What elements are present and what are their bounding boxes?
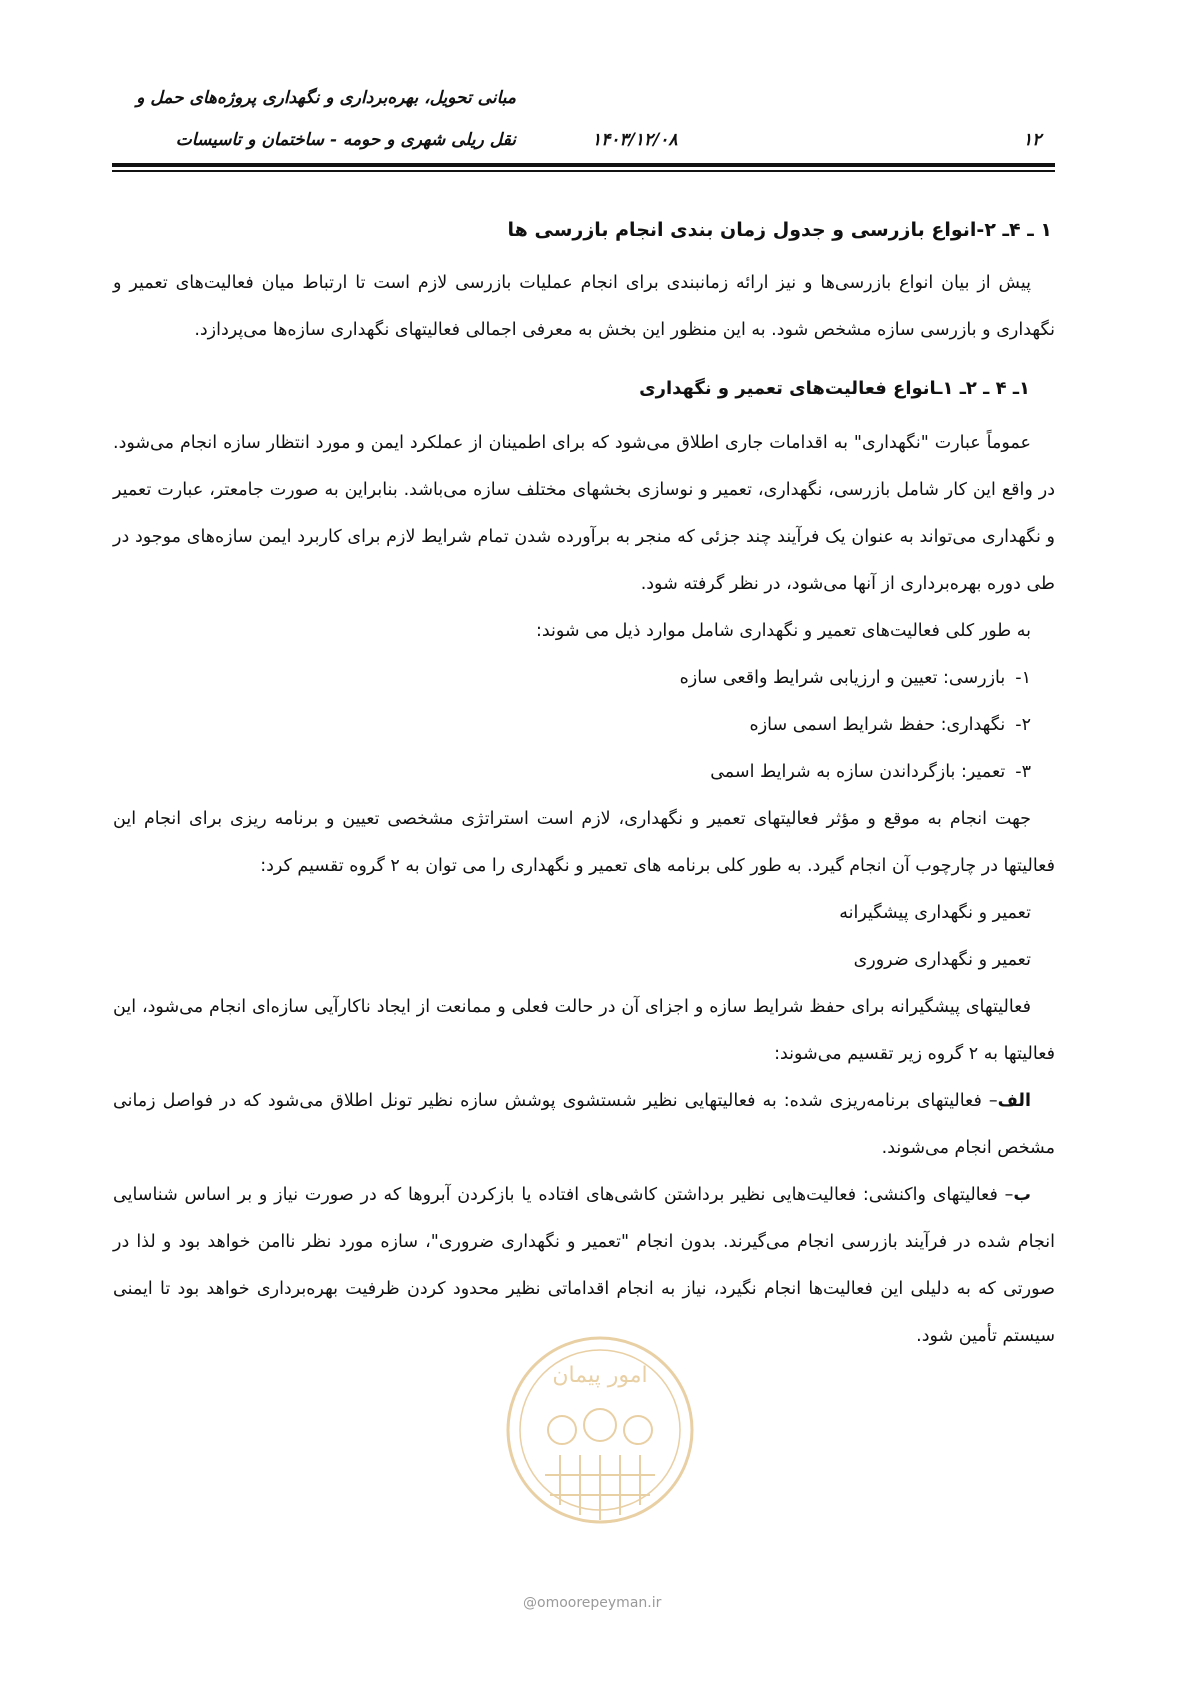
list-item: [113, 655, 1055, 702]
section-heading: ۱ ـ ۴ـ ۲-انواع بازرسی و جدول زمان بندی انجام بازرسی ها: [507, 219, 1052, 241]
header-rule-thin: [112, 170, 1055, 172]
list-item-number: ۱-: [1015, 668, 1031, 688]
header-date: ۱۴۰۳/۱۲/۰۸: [592, 130, 678, 150]
list-item-number: ۳-: [1015, 762, 1031, 782]
watermark-logo-text: امور پیمان: [552, 1363, 648, 1388]
alef-lead: الف: [997, 1091, 1031, 1111]
paragraph-planned-activities: [113, 1078, 1055, 1172]
list-item: [113, 702, 1055, 749]
watermark-logo: [500, 1330, 700, 1550]
list-item-text: نگهداری: حفظ شرایط اسمی سازه: [749, 715, 1006, 735]
header-title-line2: نقل ریلی شهری و حومه - ساختمان و تاسیسات: [175, 130, 516, 150]
list-item-text: بازرسی: تعیین و ارزیابی شرایط واقعی سازه: [679, 668, 1006, 688]
watermark-url: @omoorepeyman.ir: [523, 1595, 662, 1611]
document-body: [113, 200, 1055, 1360]
paragraph-strategy: جهت انجام به موقع و مؤثر فعالیتهای تعمیر و نگهداری، لازم است استراتژی مشخصی تعیین و برنامه ریزی برای انجام این فعالیتها در چارچوب آن انجام گیرد. به طور کلی برنامه های تعمیر و نگهداری را می توان به ۲ گروه تقسیم کرد:: [113, 809, 1055, 876]
list-intro: به طور کلی فعالیت‌های تعمیر و نگهداری شامل موارد ذیل می شوند:: [535, 621, 1031, 641]
list-item-number: ۲-: [1015, 715, 1031, 735]
list-item: [113, 749, 1055, 796]
list-item-text: تعمیر: بازگرداندن سازه به شرایط اسمی: [710, 762, 1006, 782]
alef-text: – فعالیتهای برنامه‌ریزی شده: به فعالیتهایی نظیر شستشوی پوشش سازه نظیر تونل اطلاق می‌شود که در فواصل زمانی مشخص انجام می‌شوند.: [113, 1091, 1055, 1158]
subsection-heading: ۱ـ ۴ ـ ۲ـ ۱ـانواع فعالیت‌های تعمیر و نگهداری: [639, 378, 1030, 399]
header-title-line1: مبانی تحویل، بهره‌برداری و نگهداری پروژه‌های حمل و: [136, 88, 516, 108]
be-lead: ب: [1013, 1185, 1031, 1205]
intro-paragraph: پیش از بیان انواع بازرسی‌ها و نیز ارائه زمانبندی برای انجام عملیات بازرسی لازم است تا ارتباط میان فعالیت‌های تعمیر و نگهداری و بازرسی سازه مشخص شود. به این منظور این بخش به معرفی اجمالی فعالیتهای نگهداری سازه‌ها می‌پردازد.: [113, 273, 1055, 340]
group-essential: تعمیر و نگهداری ضروری: [853, 950, 1031, 970]
paragraph-preventive-activities: فعالیتهای پیشگیرانه برای حفظ شرایط سازه و اجزای آن در حالت فعلی و ممانعت از ایجاد ناکارآیی سازه‌ای انجام می‌شود، این فعالیتها به ۲ گروه زیر تقسیم می‌شوند:: [113, 997, 1055, 1064]
paragraph-maintenance-definition: عموماً عبارت "نگهداری" به اقدامات جاری اطلاق می‌شود که برای اطمینان از عملکرد ایمن و مورد انتظار سازه انجام می‌شود. در واقع این کار شامل بازرسی، نگهداری، تعمیر و نوسازی بخشهای مختلف سازه می‌باشد. بنابراین به صورت جامعتر، عبارت تعمیر و نگهداری می‌تواند به عنوان یک فرآیند چند جزئی که منجر به برآورده شدن تمام شرایط لازم برای کاربرد ایمن سازه‌های موجود در طی دوره بهره‌برداری از آنها می‌شود، در نظر گرفته شود.: [113, 433, 1055, 594]
be-text: – فعالیتهای واکنشی: فعالیت‌هایی نظیر برداشتن کاشی‌های افتاده یا بازکردن آبروها که در صورت نیاز و بر اساس شناسایی انجام شده در فرآیند بازرسی انجام می‌گیرند. بدون انجام "تعمیر و نگهداری ضروری"، سازه مورد نظر ناامن خواهد بود و لذا در صورتی که به دلیلی این فعالیت‌ها انجام نگیرد، نیاز به انجام اقداماتی نظیر محدود کردن ظرفیت بهره‌برداری خواهد بود تا ایمنی سیستم تأمین شود.: [113, 1185, 1055, 1346]
page-number: ۱۲: [1023, 130, 1042, 150]
group-preventive: تعمیر و نگهداری پیشگیرانه: [839, 903, 1031, 923]
header-rule-thick: [112, 163, 1055, 167]
